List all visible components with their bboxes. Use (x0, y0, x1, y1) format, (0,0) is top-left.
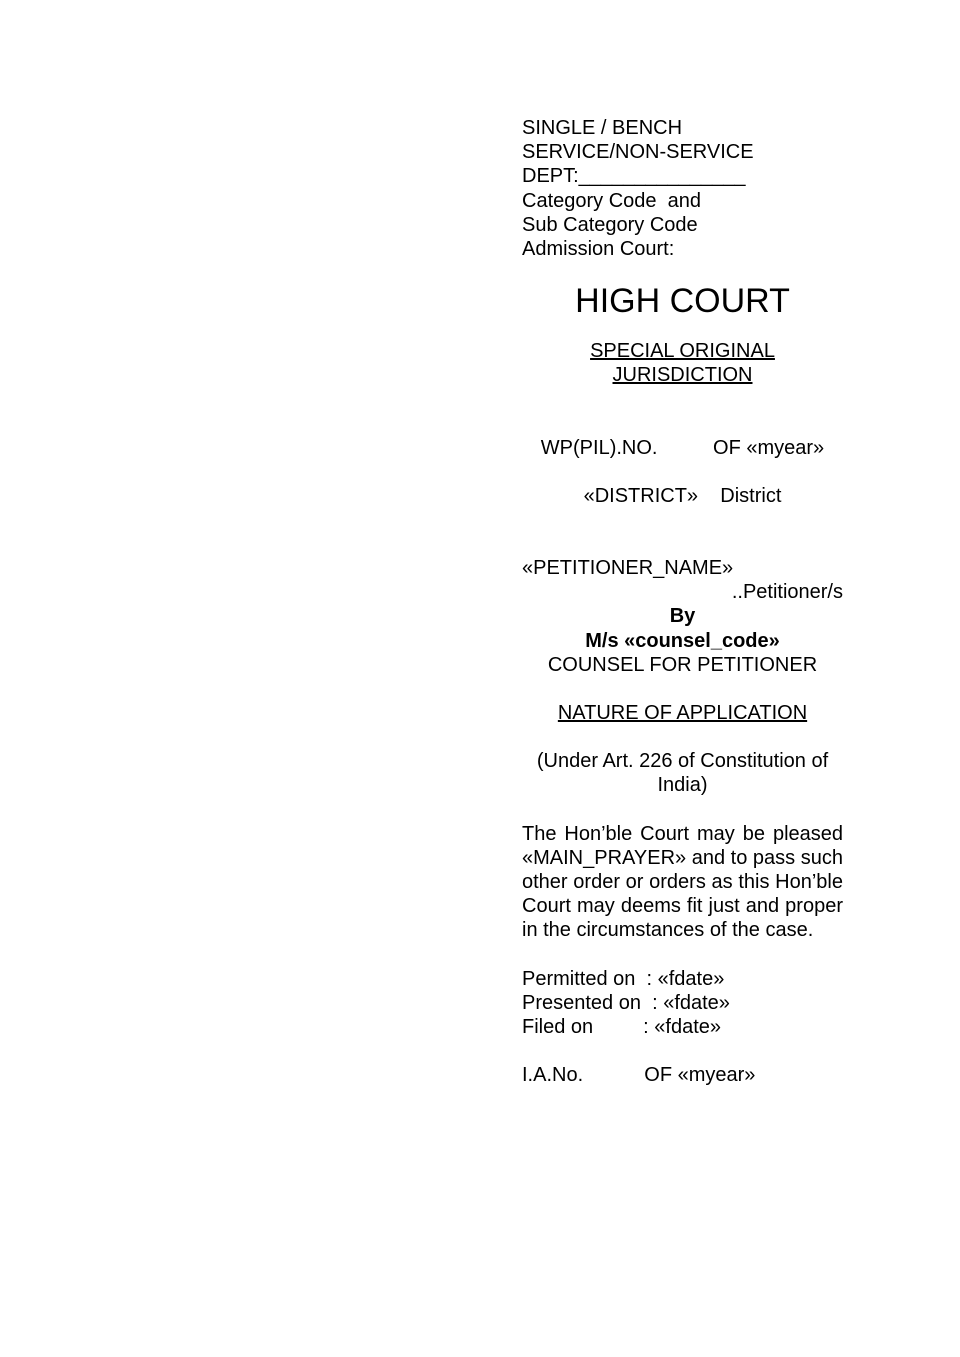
under-article: (Under Art. 226 of Constitution of India) (536, 750, 829, 797)
permitted-on: Permitted on : «fdate» (522, 967, 725, 990)
application-heading: NATURE OF APPLICATION (557, 702, 808, 725)
dept-line: DEPT:_______________ (522, 165, 746, 188)
dates-block (522, 967, 843, 1040)
category-line-2: Sub Category Code (522, 213, 698, 236)
counsel-name: M/s «counsel_code» (585, 629, 780, 652)
prayer-paragraph: The Hon’ble Court may be pleased «MAIN_PRAYER» and to pass such other order or orders as this Hon’ble Court may deems fit just and proper in the circumstances of the case. (522, 822, 843, 942)
petitioner-role: ..Petitioner/s (731, 581, 843, 604)
court-title: HIGH COURT (575, 282, 790, 321)
presented-on: Presented on : «fdate» (522, 991, 730, 1014)
category-line-1: Category Code and (522, 189, 702, 212)
admission-line: Admission Court: (522, 238, 675, 261)
petitioner-name: «PETITIONER_NAME» (522, 557, 734, 580)
by-label: By (669, 605, 696, 628)
filed-on: Filed on : «fdate» (522, 1016, 722, 1039)
header-block (522, 116, 843, 261)
bench-line: SINGLE / BENCH (522, 117, 683, 139)
district-line: «DISTRICT» District (583, 484, 782, 507)
jurisdiction-line-1: SPECIAL ORIGINAL (590, 340, 775, 363)
service-line: SERVICE/NON-SERVICE (522, 141, 754, 164)
ia-number-line: I.A.No. OF «myear» (522, 1064, 756, 1087)
jurisdiction-line-2: JURISDICTION (612, 364, 753, 387)
counsel-role: COUNSEL FOR PETITIONER (547, 653, 818, 676)
cover-page-column (522, 116, 843, 1087)
case-number-line: WP(PIL).NO. OF «myear» (540, 436, 825, 459)
